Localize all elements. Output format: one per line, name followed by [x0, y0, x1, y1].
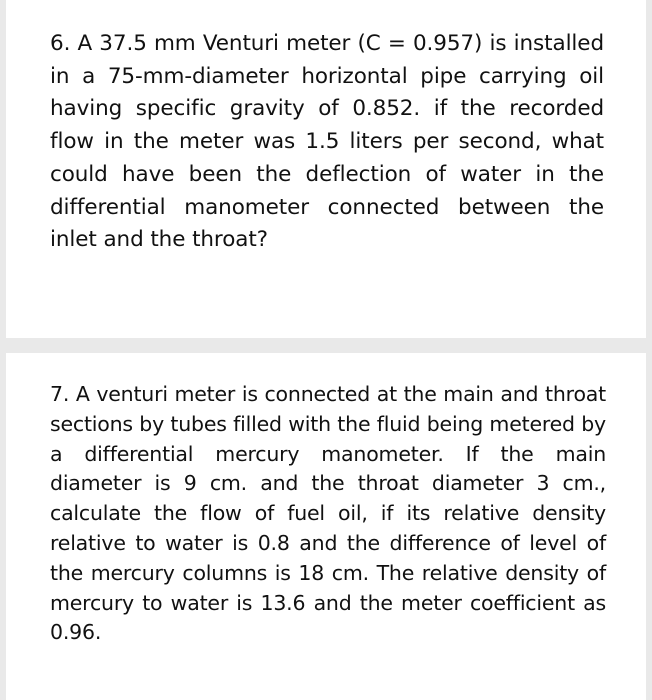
problem-card-6 [6, 0, 646, 338]
problem-6-text: 6. A 37.5 mm Venturi meter (C = 0.957) is installed in a 75-mm-diameter horizontal pipe carrying oil having specific gravity of 0.852. if the recorded flow in the meter was 1.5 liters per second, what could have been the deflection of water in the differential manometer connected between the inlet and the throat? [50, 31, 604, 253]
problem-card-7 [6, 353, 646, 700]
problem-7-text: 7. A venturi meter is connected at the main and throat sections by tubes filled with the fluid being metered by a differential mercury manometer. If the main diameter is 9 cm. and the throat diameter 3 cm., calculate the flow of fuel oil, if its relative density relative to water is 0.8 and the difference of level of the mercury columns is 18 cm. The relative density of mercury to water is 13.6 and the meter coefficient as 0.96. [50, 382, 606, 645]
